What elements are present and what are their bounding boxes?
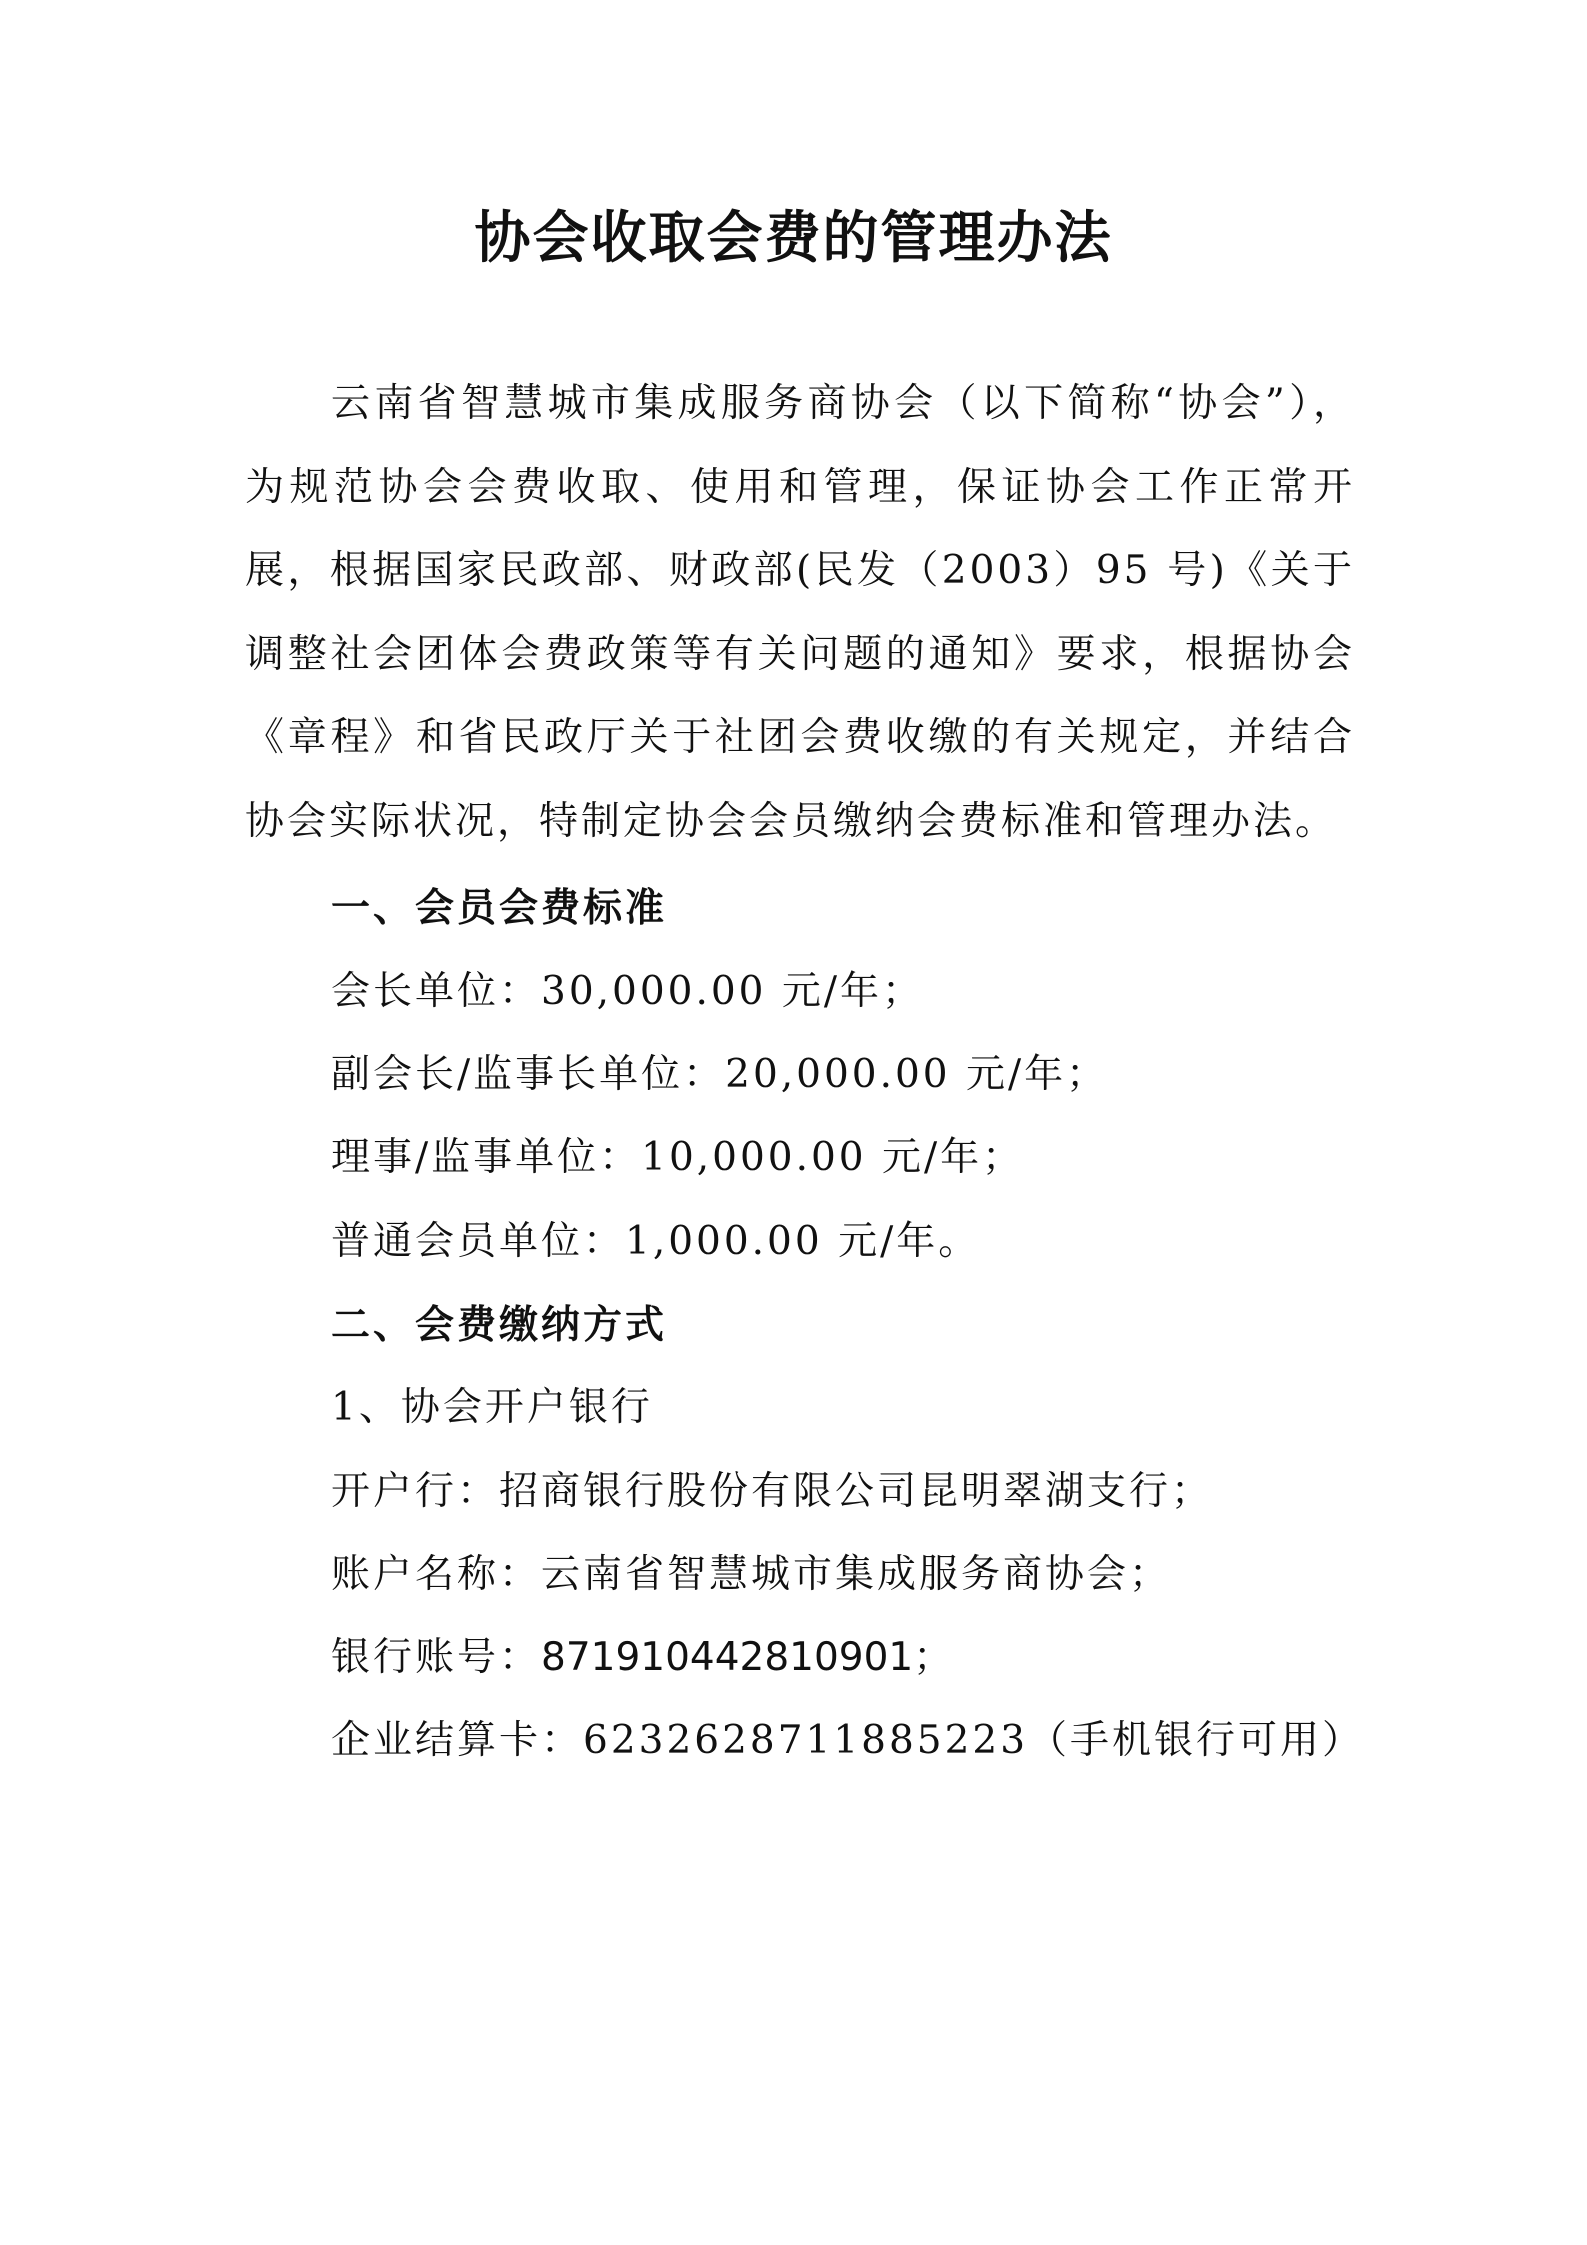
section-heading-payment-method: 二、会费缴纳方式 <box>331 1302 668 1348</box>
account-name-line: 账户名称：云南省智慧城市集成服务商协会； <box>331 1552 1172 1597</box>
fee-item-regular-member: 普通会员单位：1,000.00 元/年。 <box>331 1219 981 1264</box>
fee-item-vice-president: 副会长/监事长单位：20,000.00 元/年； <box>331 1052 1109 1097</box>
fee-item-director: 理事/监事单位：10,000.00 元/年； <box>331 1135 1025 1180</box>
intro-paragraph: 云南省智慧城市集成服务商协会（以下简称“协会”），为规范协会会费收取、使用和管理，保证协会工作正常开展，根据国家民政部、财政部(民发（2003）95 号)《关于调整社会团体会费政策等有关问题的通知》要求，根据协会《章程》和省民政厅关于社团会费收缴的有关规定，并结合协会实际状况，特制定协会会员缴纳会费标准和管理办法。 <box>245 381 1355 844</box>
settlement-card-line: 企业结算卡：6232628711885223（手机银行可用） <box>331 1718 1365 1763</box>
account-number-line <box>331 1628 955 1688</box>
subheading-bank: 1、协会开户银行 <box>331 1385 653 1430</box>
account-number-value: 871910442810901 <box>541 1635 914 1680</box>
account-number-suffix: ； <box>913 1635 956 1680</box>
bank-name-line: 开户行：招商银行股份有限公司昆明翠湖支行； <box>331 1469 1214 1514</box>
fee-item-president: 会长单位：30,000.00 元/年； <box>331 969 925 1014</box>
account-number-label: 银行账号： <box>331 1635 542 1680</box>
document-title: 协会收取会费的管理办法 <box>474 205 1113 271</box>
section-heading-fee-standard: 一、会员会费标准 <box>331 885 668 931</box>
